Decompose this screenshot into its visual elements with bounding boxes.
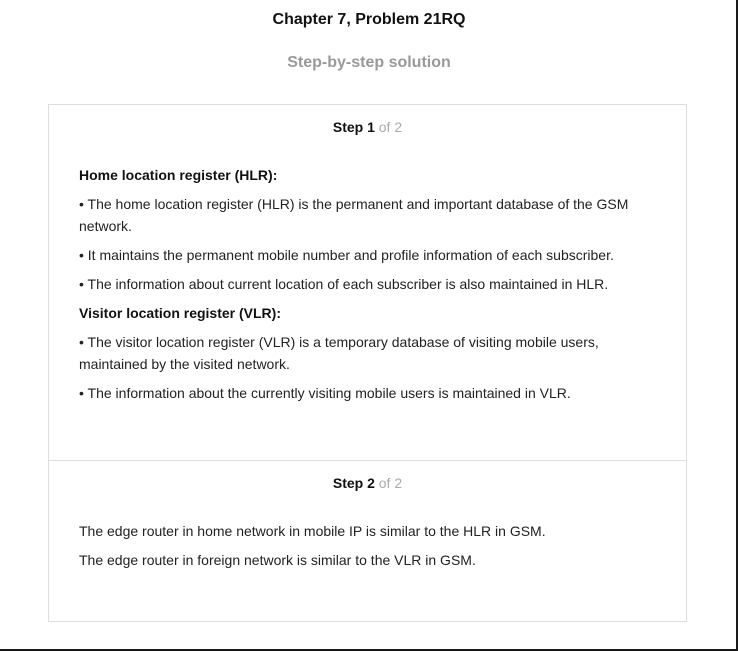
step-2-header	[49, 475, 686, 491]
vlr-heading: Visitor location register (VLR):	[79, 305, 281, 321]
step-2-line-2: The edge router in foreign network is similar to the VLR in GSM.	[79, 552, 476, 568]
hlr-point-3: • The information about current location of each subscriber is also maintained in HLR.	[79, 276, 609, 292]
step-1-total: of 2	[378, 119, 403, 135]
page-title: Chapter 7, Problem 21RQ	[272, 11, 466, 28]
step-1-label: Step 1	[332, 119, 375, 135]
hlr-point-2: • It maintains the permanent mobile number and profile information of each subscriber.	[79, 247, 614, 263]
hlr-heading: Home location register (HLR):	[79, 167, 278, 183]
step-2-section	[49, 461, 686, 621]
step-2-label: Step 2	[332, 475, 375, 491]
vlr-point-1: • The visitor location register (VLR) is a temporary database of visiting mobile users, maintained by the visited network.	[79, 334, 599, 372]
hlr-point-1: • The home location register (HLR) is the permanent and important database of the GSM network.	[79, 196, 629, 234]
vlr-point-2: • The information about the currently visiting mobile users is maintained in VLR.	[79, 385, 571, 401]
step-1-header	[49, 119, 686, 135]
step-1-section	[49, 105, 686, 461]
step-1-body	[79, 164, 659, 411]
step-2-line-1: The edge router in home network in mobile IP is similar to the HLR in GSM.	[79, 523, 546, 539]
page-subtitle: Step-by-step solution	[287, 54, 451, 71]
solution-container	[48, 104, 687, 622]
step-2-total: of 2	[378, 475, 403, 491]
step-2-body	[79, 520, 659, 578]
